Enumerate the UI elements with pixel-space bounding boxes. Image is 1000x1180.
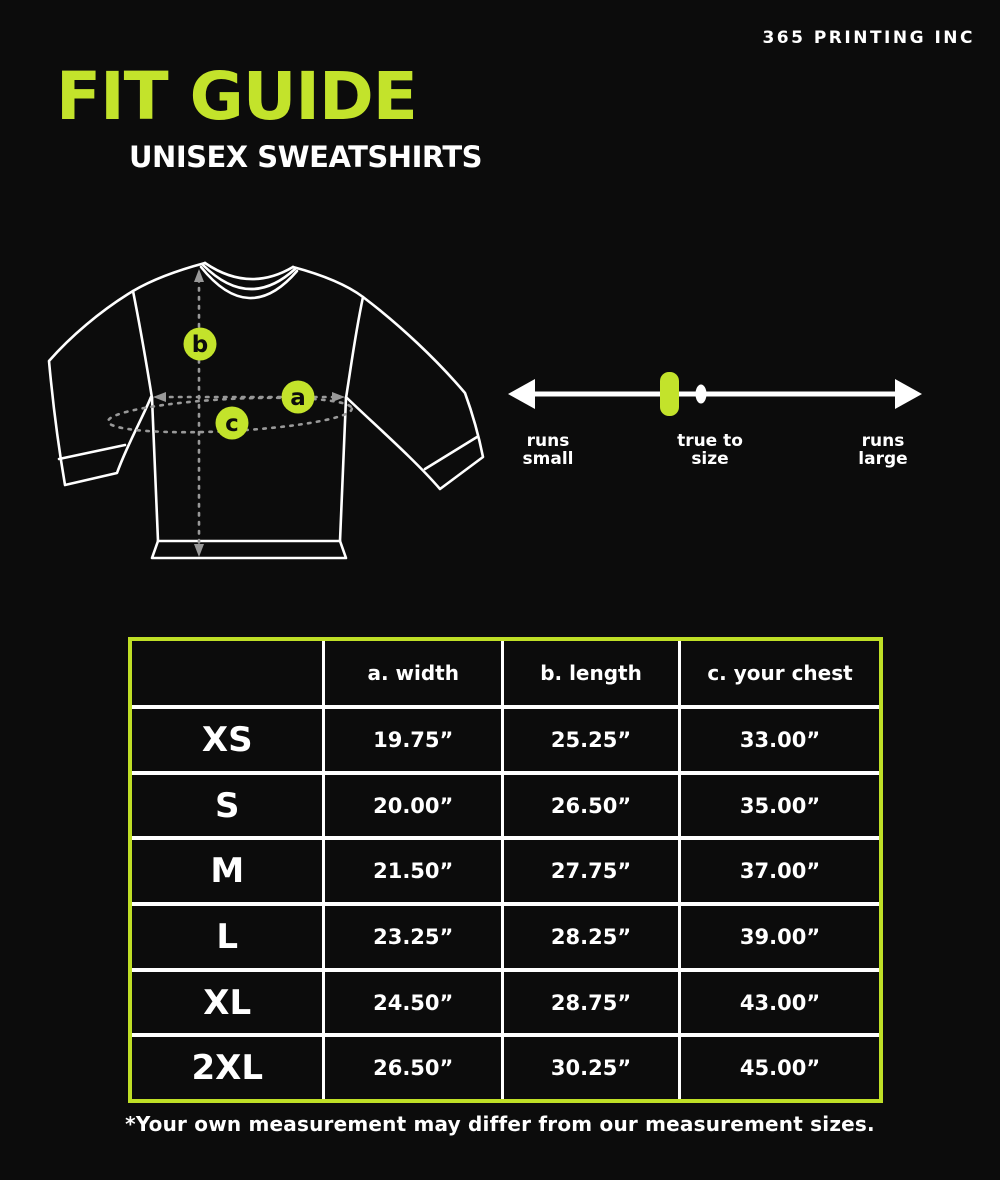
chest-value: 35.00” — [739, 793, 821, 818]
length-value: 28.75” — [550, 990, 632, 1015]
length-value: 27.75” — [550, 859, 632, 884]
table-row-2xl — [132, 1037, 879, 1099]
fit-scale — [505, 368, 925, 424]
cell-size — [132, 906, 325, 968]
cell-size — [132, 840, 325, 902]
measurement-point-a — [282, 381, 315, 414]
table-header-row — [132, 641, 879, 709]
table-row-m — [132, 840, 879, 906]
chest-value: 37.00” — [739, 859, 821, 884]
point-a-label: a — [290, 385, 306, 411]
table-row-xs — [132, 709, 879, 775]
cell-size — [132, 1037, 325, 1099]
cell-width — [325, 1037, 504, 1099]
guide-arrowheads — [153, 269, 345, 557]
cell-size — [132, 775, 325, 837]
cell-width — [325, 972, 504, 1034]
table-row-xl — [132, 972, 879, 1038]
cell-chest — [681, 775, 879, 837]
cell-width — [325, 775, 504, 837]
size-label: M — [210, 851, 245, 892]
cell-chest — [681, 709, 879, 771]
cell-size — [132, 972, 325, 1034]
sweatshirt-diagram — [25, 245, 490, 575]
size-label: S — [214, 785, 240, 826]
header-label-width: a. width — [367, 661, 459, 685]
measurement-disclaimer: *Your own measurement may differ from our measurement sizes. — [125, 1112, 875, 1136]
header-cell-width — [325, 641, 504, 705]
fit-scale-arrow — [508, 379, 922, 409]
header-cell-chest — [681, 641, 879, 705]
chest-value: 39.00” — [739, 924, 821, 949]
size-label: XL — [203, 982, 252, 1023]
measurement-point-c — [216, 407, 249, 440]
width-value: 26.50” — [373, 1056, 454, 1081]
width-value: 19.75” — [373, 727, 454, 752]
runs-large-line1: runs — [861, 431, 905, 451]
cell-length — [504, 840, 681, 902]
cell-chest — [681, 1037, 879, 1099]
runs-small-line1: runs — [526, 431, 570, 451]
arrowhead-left — [508, 379, 535, 409]
cell-width — [325, 840, 504, 902]
cell-width — [325, 906, 504, 968]
true-to-size-line2: size — [691, 449, 729, 470]
measurement-points — [184, 328, 315, 440]
length-value: 28.25” — [550, 924, 632, 949]
cell-length — [504, 709, 681, 771]
fit-scale-marker — [660, 372, 679, 416]
width-value: 20.00” — [373, 793, 454, 818]
point-b-label: b — [191, 332, 209, 358]
chest-value: 45.00” — [739, 1056, 821, 1081]
point-c-label: c — [225, 411, 239, 437]
header-label-chest: c. your chest — [707, 661, 853, 685]
size-label: L — [216, 916, 239, 957]
runs-large-line2: large — [858, 449, 908, 470]
header-cell-length — [504, 641, 681, 705]
true-to-size-line1: true to — [677, 431, 743, 451]
cell-length — [504, 1037, 681, 1099]
table-row-l — [132, 906, 879, 972]
width-value: 23.25” — [373, 924, 454, 949]
table-row-s — [132, 775, 879, 841]
size-label: 2XL — [191, 1048, 263, 1089]
page-title: FIT GUIDE — [56, 58, 417, 135]
fit-scale-dot — [696, 385, 707, 404]
size-label: XS — [201, 719, 253, 760]
sweatshirt-outline — [49, 263, 483, 558]
cell-chest — [681, 840, 879, 902]
size-table — [128, 637, 883, 1103]
brand-text: 365 PRINTING INC — [762, 28, 975, 48]
cell-width — [325, 709, 504, 771]
chest-value: 43.00” — [739, 990, 821, 1015]
measurement-point-b — [184, 328, 217, 361]
runs-small-line2: small — [522, 449, 574, 470]
cell-size — [132, 709, 325, 771]
cell-length — [504, 775, 681, 837]
length-value: 25.25” — [550, 727, 632, 752]
length-value: 30.25” — [550, 1056, 632, 1081]
scale-label-runs-small — [505, 432, 591, 469]
chest-value: 33.00” — [739, 727, 821, 752]
width-value: 21.50” — [373, 859, 454, 884]
cell-length — [504, 906, 681, 968]
header-label-length: b. length — [540, 661, 642, 685]
header-cell-size — [132, 641, 325, 705]
page-subtitle: UNISEX SWEATSHIRTS — [129, 140, 483, 174]
cell-chest — [681, 906, 879, 968]
scale-label-true-to-size — [655, 432, 765, 469]
cell-length — [504, 972, 681, 1034]
width-value: 24.50” — [373, 990, 454, 1015]
length-value: 26.50” — [550, 793, 632, 818]
cell-chest — [681, 972, 879, 1034]
scale-label-runs-large — [835, 432, 931, 469]
arrowhead-right — [895, 379, 922, 409]
